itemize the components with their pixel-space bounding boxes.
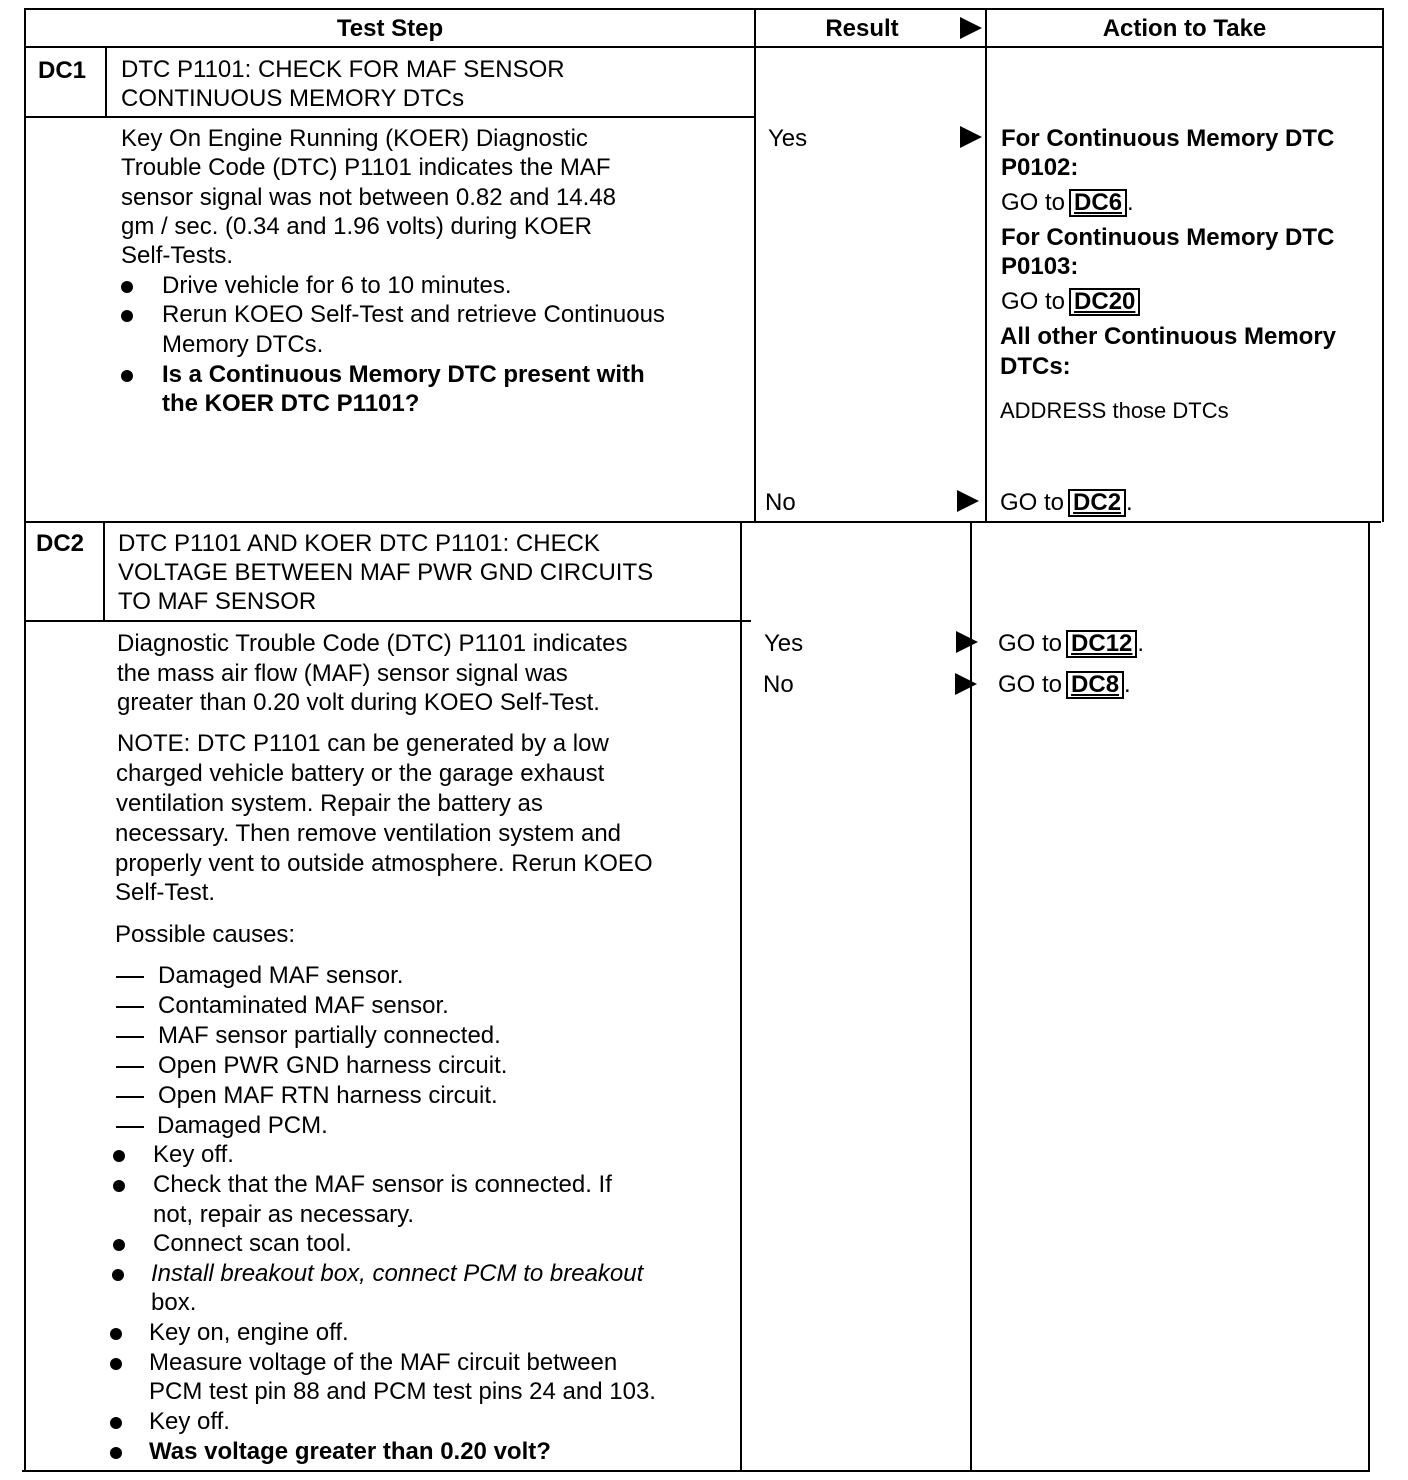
dc2-cause-item: Damaged PCM. (157, 1112, 328, 1139)
bullet-icon (113, 1150, 125, 1162)
dc1-action-b-goto (1001, 287, 1140, 317)
dash-icon (116, 976, 144, 978)
dc2-note-line: ventilation system. Repair the battery as (116, 790, 543, 817)
bullet-icon (112, 1269, 124, 1281)
dc2-result-yes: Yes (764, 630, 804, 657)
dc2-cause-item: Open MAF RTN harness circuit. (158, 1082, 498, 1109)
dc2-title-line-3: TO MAF SENSOR (118, 588, 317, 615)
dc2-cause-item: Open PWR GND harness circuit. (158, 1052, 508, 1079)
dc2-step-item: Measure voltage of the MAF circuit between (149, 1349, 618, 1376)
goto-label: GO to (1001, 189, 1066, 216)
dash-icon (116, 1126, 144, 1128)
bullet-icon (113, 1239, 125, 1251)
dc1-title-line-2: CONTINUOUS MEMORY DTCs (121, 85, 465, 112)
dc1-title-line-1: DTC P1101: CHECK FOR MAF SENSOR (121, 56, 565, 83)
dc1-action-b-line-2: P0103: (1001, 253, 1079, 280)
dc2-causes-label: Possible causes: (115, 921, 296, 948)
dc2-step-item: not, repair as necessary. (153, 1201, 415, 1228)
dc1-no-arrow-icon (957, 490, 979, 512)
header-action: Action to Take (1102, 15, 1267, 42)
header-arrow-icon (960, 17, 982, 39)
goto-label: GO to (998, 630, 1063, 657)
dash-icon (116, 1066, 144, 1068)
dc2-action-no-goto: GO to DC8 . (998, 671, 1131, 698)
dc2-step-item: Key off. (149, 1408, 230, 1435)
dc1-result-no: No (765, 489, 796, 516)
bullet-icon (121, 281, 133, 293)
dc2-note-line: necessary. Then remove ventilation system and (115, 820, 622, 847)
dc2-id-divider (103, 521, 105, 621)
dc2-step-item: Key off. (153, 1141, 234, 1168)
table-left-border (24, 8, 26, 1472)
result-column-left-border-lower (740, 521, 742, 1471)
dc2-step-item: PCM test pin 88 and PCM test pins 24 and 103. (149, 1378, 656, 1405)
bullet-icon (110, 1358, 122, 1370)
dc1-action-no-goto: GO to DC2 . (1000, 489, 1133, 516)
dc1-action-c-line-3: ADDRESS those DTCs (1000, 398, 1229, 423)
bullet-icon (110, 1447, 122, 1459)
goto-label: GO to (1000, 489, 1065, 516)
dc2-note-line: properly vent to outside atmosphere. Rerun KOEO (115, 850, 653, 877)
dc2-no-arrow-icon (955, 673, 977, 695)
dc1-action-a-line-1: For Continuous Memory DTC (1001, 125, 1335, 152)
dc2-step-item: Install breakout box, connect PCM to breakout (151, 1260, 644, 1287)
dc1-bullet-question: the KOER DTC P1101? (162, 390, 420, 417)
dc1-id-divider (105, 46, 107, 117)
dc2-title-line-1: DTC P1101 AND KOER DTC P1101: CHECK (118, 530, 600, 557)
dc2-reference-link[interactable]: DC2 (1068, 489, 1126, 517)
header-result: Result (825, 15, 899, 42)
dc2-note-line: charged vehicle battery or the garage exhaust (116, 760, 605, 787)
result-column-left-border (754, 8, 756, 522)
action-column-left-border (985, 8, 987, 522)
goto-label: GO to (998, 671, 1063, 698)
dc1-bullet-text: Rerun KOEO Self-Test and retrieve Continuous (162, 301, 665, 328)
table-right-border (1382, 8, 1384, 522)
dc8-reference-link[interactable]: DC8 (1066, 671, 1124, 699)
dc2-cause-item: Damaged MAF sensor. (158, 962, 404, 989)
dc2-result-no: No (763, 671, 794, 698)
dc2-step-item: Key on, engine off. (149, 1319, 349, 1346)
dc2-step-item: box. (151, 1289, 197, 1316)
dc2-yes-arrow-icon (956, 631, 978, 653)
goto-label: GO to (1001, 288, 1066, 315)
dc2-title-line-2: VOLTAGE BETWEEN MAF PWR GND CIRCUITS (118, 559, 654, 586)
dash-icon (116, 1036, 144, 1038)
header-test-step: Test Step (336, 15, 444, 42)
bullet-icon (113, 1180, 125, 1192)
table-top-border (24, 8, 1384, 10)
dc2-step-item: Connect scan tool. (153, 1230, 352, 1257)
dc1-body-line: Self-Tests. (121, 242, 234, 269)
dc2-cause-item: Contaminated MAF sensor. (158, 992, 449, 1019)
dc20-reference-link[interactable]: DC20 (1069, 288, 1140, 316)
dc1-bullet-text: Drive vehicle for 6 to 10 minutes. (162, 272, 512, 299)
dc1-body-line: sensor signal was not between 0.82 and 14.48 (121, 184, 617, 211)
table-right-border-lower (1368, 521, 1370, 1471)
dash-icon (116, 1096, 144, 1098)
dc2-cause-item: MAF sensor partially connected. (158, 1022, 501, 1049)
dc1-action-a-line-2: P0102: (1001, 154, 1079, 181)
table-bottom-border (22, 1470, 1370, 1472)
dc2-note-line: NOTE: DTC P1101 can be generated by a low (117, 730, 609, 757)
dc1-body-line: Trouble Code (DTC) P1101 indicates the MAF (121, 154, 611, 181)
dc2-note-line: Self-Test. (115, 879, 216, 906)
dc1-action-a-goto: GO to DC6 . (1001, 189, 1134, 216)
dc2-step-item: Check that the MAF sensor is connected. If (153, 1171, 612, 1198)
dc2-intro-line: Diagnostic Trouble Code (DTC) P1101 indicates (117, 630, 628, 657)
dc1-action-c-line-2: DTCs: (1000, 353, 1071, 380)
dc1-bullet-text: Memory DTCs. (162, 331, 324, 358)
dc2-title-bottom-border (24, 620, 751, 622)
dc1-body-line: Key On Engine Running (KOER) Diagnostic (121, 125, 588, 152)
dc12-reference-link[interactable]: DC12 (1066, 630, 1137, 658)
action-column-left-border-lower (970, 521, 972, 1471)
dc2-step-id: DC2 (36, 530, 85, 557)
bullet-icon (110, 1328, 122, 1340)
dc1-action-c-line-1: All other Continuous Memory (1000, 323, 1336, 350)
dc2-action-yes-goto: GO to DC12 . (998, 630, 1145, 657)
header-bottom-border (24, 46, 1384, 48)
dc1-action-b-line-1: For Continuous Memory DTC (1001, 224, 1335, 251)
dc1-step-id: DC1 (38, 57, 87, 84)
dc1-result-yes: Yes (768, 125, 808, 152)
dc2-step-question: Was voltage greater than 0.20 volt? (149, 1438, 551, 1465)
dc2-intro-line: the mass air flow (MAF) sensor signal was (117, 660, 568, 687)
dc1-bottom-border (24, 521, 1381, 523)
dc1-body-line: gm / sec. (0.34 and 1.96 volts) during KOER (121, 213, 592, 240)
dc6-reference-link[interactable]: DC6 (1069, 189, 1127, 217)
bullet-icon (121, 310, 133, 322)
dash-icon (116, 1006, 144, 1008)
dc2-intro-line: greater than 0.20 volt during KOEO Self-Test. (117, 689, 600, 716)
dc1-title-bottom-border (24, 116, 755, 118)
dc1-bullet-question: Is a Continuous Memory DTC present with (162, 361, 645, 388)
dc1-yes-arrow-icon (960, 126, 982, 148)
bullet-icon (110, 1417, 122, 1429)
bullet-icon (121, 370, 133, 382)
